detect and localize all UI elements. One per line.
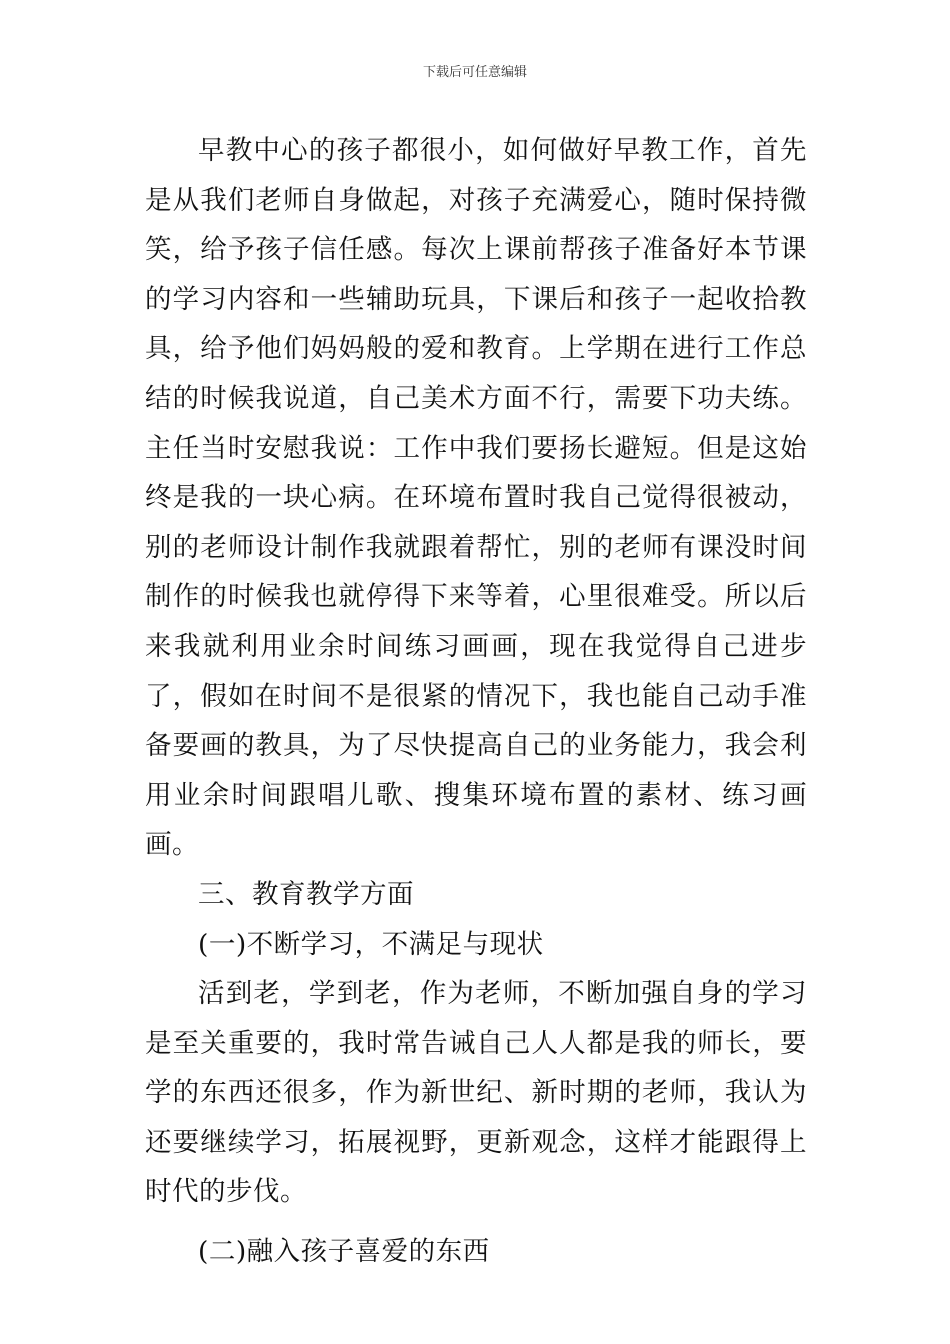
subheading-children-interests: (二)融入孩子喜爱的东西 [198,1236,490,1268]
paragraph-early-education: 早教中心的孩子都很小，如何做好早教工作，首先是从我们老师自身做起，对孩子充满爱心，随时保持微笑，给予孩子信任感。每次上课前帮孩子准备好本节课的学习内容和一些辅助玩具，下课后和孩子一起收拾教具，给予他们妈妈般的爱和教育。上学期在进行工作总结的时候我说道，自己美术方面不行，需要下功夫练。主任当时安慰我说：工作中我们要扬长避短。但是这始终是我的一块心病。在环境布置时我自己觉得很被动，别的老师设计制作我就跟着帮忙，别的老师有课没时间制作的时候我也就停得下来等着，心里很难受。所以后来我就利用业余时间练习画画，现在我觉得自己进步了，假如在时间不是很紧的情况下，我也能自己动手准备要画的教具，为了尽快提高自己的业务能力，我会利用业余时间跟唱儿歌、搜集环境布置的素材、练习画画。 [145,135,807,861]
page-header-note: 下载后可任意编辑 [422,65,527,80]
section-heading-teaching: 三、教育教学方面 [198,878,414,910]
paragraph-lifelong-learning: 活到老，学到老，作为老师，不断加强自身的学习是至关重要的，我时常告诫自己人人都是我的师长，要学的东西还很多，作为新世纪、新时期的老师，我认为还要继续学习，拓展视野，更新观念，这样才能跟得上时代的步伐。 [145,978,807,1208]
paragraph-spacer [145,1217,807,1227]
document-body [145,126,807,1277]
subheading-keep-learning: (一)不断学习，不满足与现状 [198,928,544,960]
